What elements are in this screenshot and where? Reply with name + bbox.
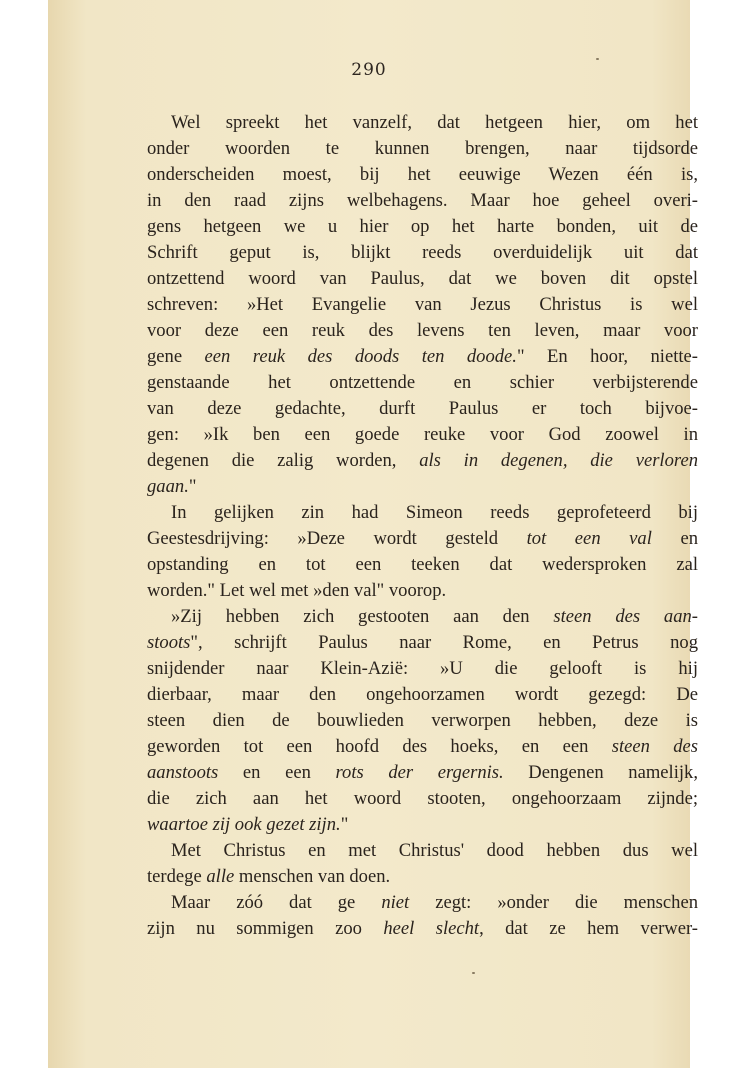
text-line (147, 786, 698, 812)
italic-text: waartoe zij ook gezet zijn. (147, 814, 341, 835)
text-line (147, 448, 698, 474)
text-line (147, 110, 698, 136)
text-span: genstaande het ontzettende en schier verbijsterende (147, 372, 698, 393)
text-span: , dat ze hem verwer- (479, 918, 698, 939)
text-line (147, 136, 698, 162)
text-span: degenen die zalig worden, (147, 450, 420, 471)
text-span: gen: »Ik ben een goede reuke voor God zoowel in (147, 424, 698, 445)
text-line (147, 760, 698, 786)
paper-speck (472, 972, 475, 974)
text-span: snijdender naar Klein-Azië: »U die gelooft is hij (147, 658, 698, 679)
text-span: opstanding en tot een teeken dat wedersproken zal (147, 554, 698, 575)
text-line (147, 630, 698, 656)
text-line (147, 708, 698, 734)
page-number: 290 (351, 60, 387, 80)
text-line (147, 682, 698, 708)
text-span: dierbaar, maar den ongehoorzamen wordt gezegd: De (147, 684, 698, 705)
text-line (147, 162, 698, 188)
text-line (147, 188, 698, 214)
text-span: van deze gedachte, durft Paulus er toch bijvoe- (147, 398, 698, 419)
italic-text: alle (206, 866, 235, 887)
italic-text: gaan. (147, 476, 189, 497)
text-span: steen dien de bouwlieden verworpen hebben, deze is (147, 710, 698, 731)
text-span: Wel spreekt het vanzelf, dat hetgeen hier, om het (171, 112, 698, 133)
text-span: voor deze een reuk des levens ten leven, maar voor (147, 320, 698, 341)
text-span: ", schrijft Paulus naar Rome, en Petrus nog (190, 632, 698, 653)
text-span: terdege (147, 866, 207, 887)
text-line (147, 474, 698, 500)
text-span: " (188, 476, 197, 497)
text-span: geworden tot een hoofd des hoeks, en een (147, 736, 612, 757)
text-line (147, 812, 698, 838)
text-span: " En hoor, niette- (516, 346, 698, 367)
text-span: Met Christus en met Christus' dood hebben dus wel (171, 840, 698, 861)
text-line (147, 864, 698, 890)
text-line (147, 214, 698, 240)
text-span: ontzettend woord van Paulus, dat we boven dit opstel (147, 268, 698, 289)
text-line (147, 370, 698, 396)
italic-text: een reuk des doods ten doode. (204, 346, 517, 367)
text-line (147, 318, 698, 344)
text-span: gene (147, 346, 205, 367)
text-line (147, 422, 698, 448)
text-span: zijn nu sommigen zoo (147, 918, 384, 939)
text-span: Maar zóó dat ge (171, 892, 382, 913)
text-line (147, 838, 698, 864)
text-span: " (340, 814, 349, 835)
text-line (147, 344, 698, 370)
text-span: »Zij hebben zich gestooten aan den (171, 606, 554, 627)
text-span: en een (218, 762, 336, 783)
text-span: Schrift geput is, blijkt reeds overduidelijk uit dat (147, 242, 698, 263)
text-span: Geestesdrijving: »Deze wordt gesteld (147, 528, 527, 549)
text-span: onderscheiden moest, bij het eeuwige Wezen één is, (147, 164, 698, 185)
text-span: in den raad zijns welbehagens. Maar hoe geheel overi- (147, 190, 698, 211)
italic-text: aanstoots (147, 762, 219, 783)
italic-text: steen des aan- (553, 606, 698, 627)
text-line (147, 396, 698, 422)
text-line (147, 240, 698, 266)
text-span: die zich aan het woord stooten, ongehoorzaam zijnde; (147, 788, 698, 809)
text-line (147, 734, 698, 760)
text-line (147, 604, 698, 630)
text-line (147, 526, 698, 552)
text-span: worden." Let wel met »den val" voorop. (147, 580, 447, 601)
paper-speck (596, 58, 599, 60)
italic-text: stoots (147, 632, 191, 653)
text-line (147, 266, 698, 292)
italic-text: als in degenen, die verloren (419, 450, 698, 471)
text-span: onder woorden te kunnen brengen, naar tijdsorde (147, 138, 698, 159)
text-line (147, 890, 698, 916)
text-line (147, 578, 698, 604)
text-span: zegt: »onder die menschen (409, 892, 698, 913)
text-line (147, 500, 698, 526)
text-line (147, 656, 698, 682)
italic-text: heel slecht (383, 918, 480, 939)
text-line (147, 552, 698, 578)
italic-text: rots der ergernis. (335, 762, 504, 783)
text-span: schreven: »Het Evangelie van Jezus Christus is wel (147, 294, 698, 315)
italic-text: steen des (611, 736, 698, 757)
text-span: In gelijken zin had Simeon reeds geprofeteerd bij (171, 502, 698, 523)
text-line (147, 292, 698, 318)
text-span: menschen van doen. (234, 866, 391, 887)
text-span: Dengenen namelijk, (503, 762, 698, 783)
body-text (147, 110, 698, 942)
text-line (147, 916, 698, 942)
text-span: en (651, 528, 698, 549)
italic-text: niet (381, 892, 410, 913)
text-span: gens hetgeen we u hier op het harte bonden, uit de (147, 216, 698, 237)
italic-text: tot een val (526, 528, 652, 549)
book-page (48, 0, 698, 1068)
